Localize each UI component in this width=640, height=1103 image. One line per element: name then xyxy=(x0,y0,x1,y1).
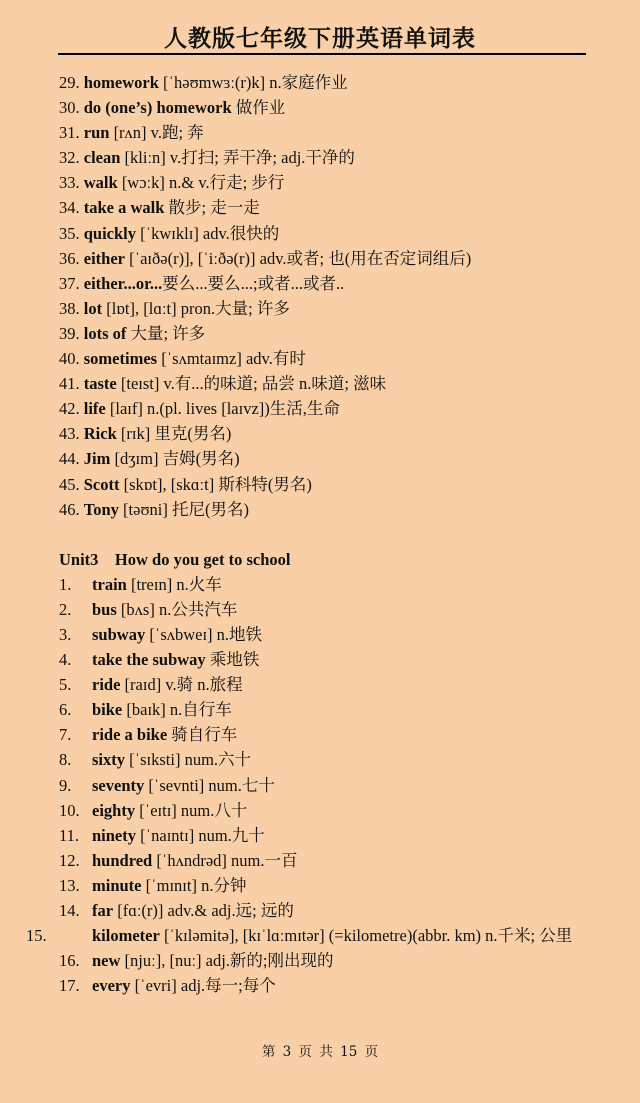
vocab-entry xyxy=(59,773,589,798)
entry-number: 46. xyxy=(59,499,80,519)
vocab-entry xyxy=(59,722,589,747)
entry-number: 40. xyxy=(59,349,80,369)
entry-definition: 骑自行车 xyxy=(167,725,238,745)
entry-definition: [rɪk] 里克(男名) xyxy=(116,424,232,444)
entry-word: clean xyxy=(83,148,121,168)
vocab-entry xyxy=(59,271,589,296)
unit3-heading: Unit3 How do you get to school xyxy=(59,549,291,569)
entry-definition: [ˈaɪðə(r)], [ˈiːðə(r)] adv.或者; 也(用在否定词组后) xyxy=(124,248,472,268)
vocab-entry xyxy=(59,873,589,898)
entry-definition: [njuː], [nuː] adj.新的;刚出现的 xyxy=(120,951,334,971)
entry-number: 17. xyxy=(59,976,80,996)
vocab-entry xyxy=(59,246,589,271)
entry-number: 4. xyxy=(59,650,72,670)
entry-definition: [ˈnaɪntɪ] num.九十 xyxy=(136,825,265,845)
vocab-entry xyxy=(59,396,589,421)
vocab-entry xyxy=(59,597,589,622)
entry-definition: [ˈeɪtɪ] num.八十 xyxy=(135,800,248,820)
entry-word: eighty xyxy=(92,800,136,820)
entry-word: Tony xyxy=(83,499,119,519)
entry-word: sixty xyxy=(92,750,125,770)
entry-definition: [ˈevri] adj.每一;每个 xyxy=(130,976,276,996)
entry-number: 37. xyxy=(59,273,80,293)
entry-word: Rick xyxy=(83,424,117,444)
entry-word: ride a bike xyxy=(92,725,168,745)
entry-definition: 要么...要么...;或者...或者.. xyxy=(162,273,345,293)
entry-number: 14. xyxy=(59,901,80,920)
vocab-entry xyxy=(59,421,589,446)
entry-number: 2. xyxy=(59,599,72,619)
vocab-entry xyxy=(59,622,589,647)
page-title: 人教版七年级下册英语单词表 xyxy=(164,25,476,52)
entry-number: 32. xyxy=(59,148,80,168)
vocab-entry xyxy=(59,446,589,471)
vocab-entry xyxy=(59,898,589,923)
entry-word: hundred xyxy=(92,850,153,870)
vocab-entry xyxy=(59,572,589,597)
entry-number: 5. xyxy=(59,675,72,695)
entry-number: 45. xyxy=(59,474,80,494)
entry-definition: 大量; 许多 xyxy=(126,323,206,343)
entry-word: lots of xyxy=(83,323,127,343)
entry-definition: [raɪd] v.骑 n.旅程 xyxy=(120,675,243,695)
entry-word: either...or... xyxy=(83,273,163,293)
entry-word: ninety xyxy=(92,825,137,845)
entry-word: bike xyxy=(92,700,123,720)
vocab-entry xyxy=(59,195,589,220)
entry-definition: 做作业 xyxy=(231,98,286,118)
entry-number: 35. xyxy=(59,223,80,243)
vocab-entry xyxy=(59,70,589,95)
entry-number: 9. xyxy=(59,775,72,795)
entry-number: 8. xyxy=(59,750,72,770)
entry-definition: [baɪk] n.自行车 xyxy=(122,700,232,720)
entry-word: quickly xyxy=(83,223,137,243)
entry-definition: 乘地铁 xyxy=(205,650,260,670)
entry-number: 3. xyxy=(59,624,72,644)
entry-definition: [təʊni] 托尼(男名) xyxy=(118,499,249,519)
vocab-entry xyxy=(59,848,589,873)
entry-number: 29. xyxy=(59,73,80,92)
entry-word: minute xyxy=(92,875,142,895)
vocab-entry xyxy=(59,346,589,371)
entry-definition: [ˈmɪnɪt] n.分钟 xyxy=(141,875,247,895)
entry-number: 11. xyxy=(59,825,80,845)
entry-word: walk xyxy=(83,173,118,193)
vocab-entry xyxy=(59,472,589,497)
entry-definition: [ˈsevnti] num.七十 xyxy=(144,775,275,795)
entry-definition: 散步; 走一走 xyxy=(164,198,260,218)
vocab-entry xyxy=(59,948,589,973)
entry-definition: [ˈhəʊmwɜː(r)k] n.家庭作业 xyxy=(158,73,348,92)
entry-word: ride xyxy=(92,675,121,695)
entry-word: new xyxy=(92,951,121,971)
entry-number: 33. xyxy=(59,173,80,193)
entry-definition: [kliːn] v.打扫; 弄干净; adj.干净的 xyxy=(120,148,355,168)
entry-number: 13. xyxy=(59,875,80,895)
vocab-entry xyxy=(59,798,589,823)
vocab-entry xyxy=(59,672,589,697)
section-gap xyxy=(59,522,589,547)
vocab-entry xyxy=(59,120,589,145)
entry-number: 12. xyxy=(59,850,80,870)
entry-number: 15. xyxy=(26,926,47,946)
entry-word: sometimes xyxy=(83,349,158,369)
entry-number: 16. xyxy=(59,951,80,971)
entry-word: take a walk xyxy=(83,198,165,218)
entry-word: every xyxy=(92,976,131,996)
entry-number: 39. xyxy=(59,323,80,343)
entry-definition: [lɒt], [lɑːt] pron.大量; 许多 xyxy=(102,298,290,318)
entry-word: kilometer xyxy=(92,926,160,946)
entry-number: 42. xyxy=(59,399,80,419)
entry-definition: [ˈsʌmtaɪmz] adv.有时 xyxy=(157,349,306,369)
vocab-entry xyxy=(59,221,589,246)
entry-definition: [ˈkɪləmitə], [kɪˈlɑːmɪtər] (=kilometre)(abbr. km) n.千米; 公里 xyxy=(159,926,573,946)
vocab-entry xyxy=(59,823,589,848)
entry-number: 38. xyxy=(59,298,80,318)
entry-number: 41. xyxy=(59,374,80,394)
entry-number: 31. xyxy=(59,123,80,143)
entry-word: seventy xyxy=(92,775,145,795)
vocab-entry xyxy=(59,145,589,170)
entry-definition: [laɪf] n.(pl. lives [laɪvz])生活,生命 xyxy=(105,399,340,419)
entry-number: 10. xyxy=(59,800,80,820)
entry-word: train xyxy=(92,574,127,594)
vocab-entry xyxy=(59,497,589,522)
entry-number: 30. xyxy=(59,98,80,118)
page-number-footer: 第 3 页 共 15 页 xyxy=(261,1044,379,1060)
title-underline xyxy=(58,53,586,55)
entry-number: 6. xyxy=(59,700,72,720)
entry-word: taste xyxy=(83,374,117,394)
entry-definition: [rʌn] v.跑; 奔 xyxy=(109,123,204,143)
entry-word: either xyxy=(83,248,125,268)
entry-word: homework xyxy=(83,73,159,92)
entry-number: 1. xyxy=(59,574,72,594)
vocab-entry xyxy=(59,747,589,772)
unit2-entries xyxy=(59,70,589,522)
entry-definition: [bʌs] n.公共汽车 xyxy=(116,599,238,619)
vocab-entry xyxy=(59,647,589,672)
entry-definition: [fɑː(r)] adv.& adj.远; 远的 xyxy=(113,901,294,920)
vocab-entry xyxy=(59,697,589,722)
entry-word: Scott xyxy=(83,474,120,494)
entry-definition: [skɒt], [skɑːt] 斯科特(男名) xyxy=(119,474,312,494)
vocabulary-list xyxy=(26,70,589,998)
entry-definition: [ˈhʌndrəd] num.一百 xyxy=(152,850,298,870)
entry-word: run xyxy=(83,123,110,143)
entry-number: 34. xyxy=(59,198,80,218)
vocab-entry xyxy=(59,296,589,321)
vocab-entry xyxy=(59,371,589,396)
entry-number: 7. xyxy=(59,725,72,745)
entry-number: 44. xyxy=(59,449,80,469)
entry-definition: [ˈkwɪklɪ] adv.很快的 xyxy=(136,223,280,243)
entry-word: do (one’s) homework xyxy=(83,98,232,118)
entry-definition: [ˈsʌbweɪ] n.地铁 xyxy=(145,624,263,644)
entry-word: take the subway xyxy=(92,650,206,670)
entry-definition: [teɪst] v.有...的味道; 品尝 n.味道; 滋味 xyxy=(116,374,387,394)
unit3-entries xyxy=(26,572,589,999)
entry-definition: [ˈsɪksti] num.六十 xyxy=(125,750,252,770)
entry-number: 36. xyxy=(59,248,80,268)
entry-word: lot xyxy=(83,298,103,318)
entry-number: 43. xyxy=(59,424,80,444)
vocab-entry xyxy=(59,95,589,120)
vocab-entry xyxy=(59,170,589,195)
entry-definition: [wɔːk] n.& v.行走; 步行 xyxy=(117,173,285,193)
entry-word: life xyxy=(83,399,106,419)
entry-word: Jim xyxy=(83,449,111,469)
entry-definition: [treɪn] n.火车 xyxy=(126,574,222,594)
vocab-entry xyxy=(26,923,589,948)
entry-word: bus xyxy=(92,599,117,619)
vocab-entry xyxy=(59,973,589,998)
vocab-entry xyxy=(59,321,589,346)
entry-word: far xyxy=(92,901,114,920)
entry-definition: [dʒɪm] 吉姆(男名) xyxy=(110,449,240,469)
entry-word: subway xyxy=(92,624,146,644)
